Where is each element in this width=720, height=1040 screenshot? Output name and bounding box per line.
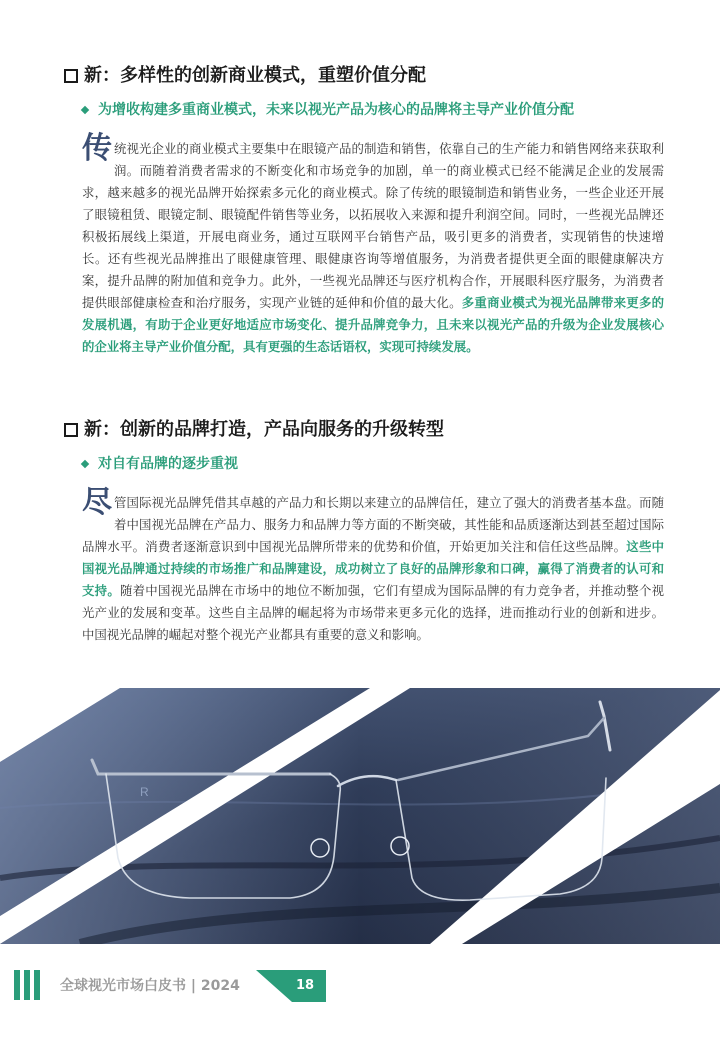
square-bullet-icon bbox=[64, 69, 78, 83]
section-heading-brand-building bbox=[64, 418, 664, 442]
paragraph-highlight: 多重商业模式为视光品牌带来更多的发展机遇，有助于企业更好地适应市场变化、提升品牌竞争力，且未来以视光产品的升级为企业发展核心的企业将主导产业价值分配，具有更强的生态话语权，实现可持续发展。 bbox=[82, 295, 665, 354]
subheading-text: 为增收构建多重商业模式，未来以视光产品为核心的品牌将主导产业价值分配 bbox=[98, 102, 574, 118]
footer-bars-icon bbox=[14, 970, 40, 1000]
square-bullet-icon bbox=[64, 423, 78, 437]
subheading-brand-building bbox=[82, 454, 682, 474]
paragraph-body-a: 管国际视光品牌凭借其卓越的产品力和长期以来建立的品牌信任，建立了强大的消费者基本盘。而随着中国视光品牌在产品力、服务力和品牌力等方面的不断突破，其性能和品质逐渐达到甚至超过国际品牌水平。消费者逐渐意识到中国视光品牌所带来的优势和价值，开始更加关注和信任这些品牌。 bbox=[82, 495, 664, 554]
diamond-bullet-icon bbox=[81, 106, 89, 114]
leather-background bbox=[0, 688, 720, 944]
subheading-business-model bbox=[82, 100, 682, 120]
lens-logo: R bbox=[140, 785, 149, 799]
glasses-photo bbox=[0, 688, 720, 944]
drop-cap: 传 bbox=[82, 131, 112, 166]
paragraph-business-model bbox=[82, 131, 665, 358]
diamond-bullet-icon bbox=[81, 460, 89, 468]
drop-cap: 尽 bbox=[82, 485, 112, 520]
subheading-text: 对自有品牌的逐步重视 bbox=[98, 456, 238, 472]
paragraph-highlight: 这些中国视光品牌通过持续的市场推广和品牌建设，成功树立了良好的品牌形象和口碑，赢得了消费者的认可和支持。 bbox=[82, 539, 665, 598]
paragraph-body: 统视光企业的商业模式主要集中在眼镜产品的制造和销售，依靠自己的生产能力和销售网络来获取利润。而随着消费者需求的不断变化和市场竞争的加剧，单一的商业模式已经不能满足企业的发展需求，越来越多的视光品牌开始探索多元化的商业模式。除了传统的眼镜制造和销售业务，一些企业还开展了眼镜租赁、眼镜定制、眼镜配件销售等业务，以拓展收入来源和提升利润空间。同时，一些视光品牌还积极拓展线上渠道，开展电商业务，通过互联网平台销售产品，吸引更多的消费者，实现销售的快速增长。还有些视光品牌推出了眼健康管理、眼健康咨询等增值服务，为消费者提供更全面的眼健康解决方案，提升品牌的附加值和竞争力。此外，一些视光品牌还与医疗机构合作，开展眼科医疗服务，为消费者提供眼部健康检查和治疗服务，实现产业链的延伸和价值的最大化。 bbox=[82, 141, 664, 310]
footer-title: 全球视光市场白皮书 | 2024 bbox=[60, 978, 240, 994]
section-heading-business-model bbox=[64, 64, 664, 88]
paragraph-brand-building bbox=[82, 485, 665, 646]
paragraph-body-b: 随着中国视光品牌在市场中的地位不断加强，它们有望成为国际品牌的有力竞争者，并推动整个视光产业的发展和变革。这些自主品牌的崛起将为市场带来更多元化的选择，进而推动行业的创新和进步。中国视光品牌的崛起对整个视光产业都具有重要的意义和影响。 bbox=[82, 583, 665, 642]
section-heading-text: 新：多样性的创新商业模式，重塑价值分配 bbox=[84, 65, 426, 86]
page-number: 18 bbox=[295, 978, 315, 993]
section-heading-text: 新：创新的品牌打造，产品向服务的升级转型 bbox=[84, 419, 444, 440]
